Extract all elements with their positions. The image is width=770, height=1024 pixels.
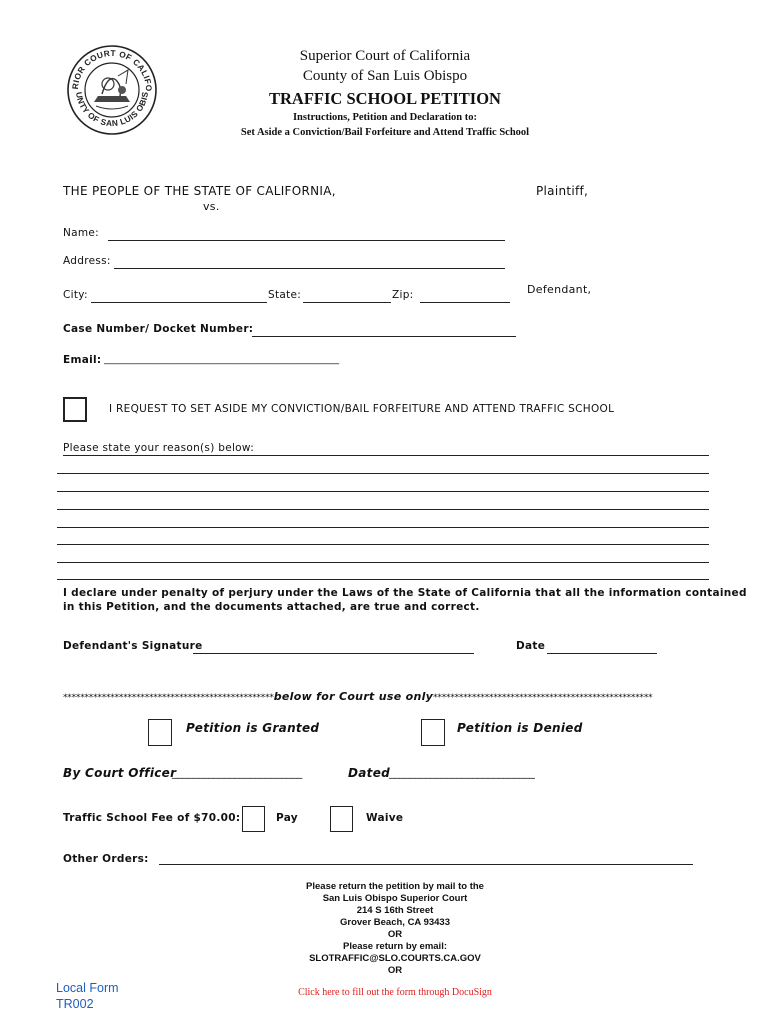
vs-label: vs. bbox=[203, 200, 220, 213]
date-field[interactable] bbox=[547, 653, 657, 654]
reason-line[interactable] bbox=[57, 473, 709, 474]
form-subtitle-1: Instructions, Petition and Declaration to: bbox=[292, 112, 478, 123]
request-text: I REQUEST TO SET ASIDE MY CONVICTION/BAIL FORFEITURE AND ATTEND TRAFFIC SCHOOL bbox=[109, 403, 615, 415]
signature-label: Defendant's Signature bbox=[63, 640, 203, 652]
return-line: OR bbox=[387, 965, 403, 976]
return-line: Grover Beach, CA 93433 bbox=[339, 917, 450, 928]
city-label: City: bbox=[63, 289, 88, 301]
pay-label: Pay bbox=[276, 812, 298, 824]
email-label: Email: bbox=[63, 354, 102, 366]
reasons-label: Please state your reason(s) below: bbox=[63, 442, 255, 454]
name-field[interactable] bbox=[108, 240, 505, 241]
declaration-line-2: in this Petition, and the documents attached, are true and correct. bbox=[63, 601, 480, 613]
county-name: County of San Luis Obispo bbox=[302, 68, 468, 84]
zip-field[interactable] bbox=[420, 302, 510, 303]
granted-label: Petition is Granted bbox=[186, 721, 320, 735]
declaration-line-1: I declare under penalty of perjury under the Laws of the State of California that all the information contained bbox=[63, 587, 747, 599]
granted-checkbox[interactable] bbox=[148, 719, 172, 746]
form-title: TRAFFIC SCHOOL PETITION bbox=[269, 89, 501, 108]
return-email[interactable]: SLOTRAFFIC@SLO.COURTS.CA.GOV bbox=[309, 953, 481, 964]
form-number: TR002 bbox=[56, 997, 94, 1011]
other-orders-label: Other Orders: bbox=[63, 853, 149, 865]
court-name: Superior Court of California bbox=[299, 48, 471, 64]
date-label: Date bbox=[516, 640, 546, 652]
name-label: Name: bbox=[63, 227, 100, 239]
denied-label: Petition is Denied bbox=[457, 721, 583, 735]
address-label: Address: bbox=[63, 255, 111, 267]
reason-line[interactable] bbox=[57, 527, 709, 528]
state-field[interactable] bbox=[303, 302, 391, 303]
denied-checkbox[interactable] bbox=[421, 719, 445, 746]
reason-line[interactable] bbox=[57, 562, 709, 563]
waive-checkbox[interactable] bbox=[330, 806, 353, 832]
return-line: 214 S 16th Street bbox=[356, 905, 434, 916]
pay-checkbox[interactable] bbox=[242, 806, 265, 832]
return-line: Please return the petition by mail to the bbox=[306, 881, 484, 892]
return-line: Please return by email: bbox=[342, 941, 448, 952]
court-use-divider: *************************************************below for Court use only*************************************************** bbox=[63, 690, 653, 703]
fee-label: Traffic School Fee of $70.00: bbox=[63, 812, 241, 824]
case-number-label: Case Number/ Docket Number: bbox=[63, 323, 254, 335]
case-number-field[interactable] bbox=[252, 336, 516, 337]
local-form-id bbox=[56, 980, 119, 1012]
reason-line[interactable] bbox=[57, 579, 709, 580]
zip-label: Zip: bbox=[392, 289, 414, 301]
email-field[interactable]: _______________________________________________ bbox=[104, 354, 339, 365]
request-checkbox[interactable] bbox=[63, 397, 87, 422]
docusign-link[interactable]: Click here to fill out the form through DocuSign bbox=[298, 987, 492, 998]
return-line: San Luis Obispo Superior Court bbox=[322, 893, 468, 904]
reason-line[interactable] bbox=[57, 544, 709, 545]
reason-line[interactable] bbox=[57, 509, 709, 510]
local-form-label: Local Form bbox=[56, 981, 119, 995]
other-orders-field[interactable] bbox=[159, 864, 693, 865]
waive-label: Waive bbox=[366, 812, 404, 824]
form-subtitle-2: Set Aside a Conviction/Bail Forfeiture and Attend Traffic School bbox=[240, 127, 530, 138]
return-instructions bbox=[250, 881, 540, 977]
dated-field[interactable]: ____________________________ bbox=[389, 766, 535, 779]
address-field[interactable] bbox=[114, 268, 505, 269]
dated-label: Dated bbox=[348, 766, 391, 780]
svg-text:COUNTY OF SAN LUIS OBISPO: UNTY OF SAN LUIS OBIS bbox=[73, 90, 151, 129]
plaintiff-label: Plaintiff, bbox=[536, 184, 589, 198]
svg-text:SUPERIOR COURT OF CALIFORNIA: RIOR COURT OF CALIFO bbox=[69, 47, 155, 92]
reason-line[interactable] bbox=[63, 455, 709, 456]
return-line: OR bbox=[387, 929, 403, 940]
reason-line[interactable] bbox=[57, 491, 709, 492]
state-label: State: bbox=[268, 289, 302, 301]
officer-label: By Court Officer bbox=[63, 766, 177, 780]
signature-field[interactable] bbox=[193, 653, 474, 654]
city-field[interactable] bbox=[91, 302, 267, 303]
defendant-label: Defendant, bbox=[527, 283, 592, 296]
people-caption: THE PEOPLE OF THE STATE OF CALIFORNIA, bbox=[63, 184, 336, 198]
officer-field[interactable]: _________________________ bbox=[172, 766, 303, 779]
